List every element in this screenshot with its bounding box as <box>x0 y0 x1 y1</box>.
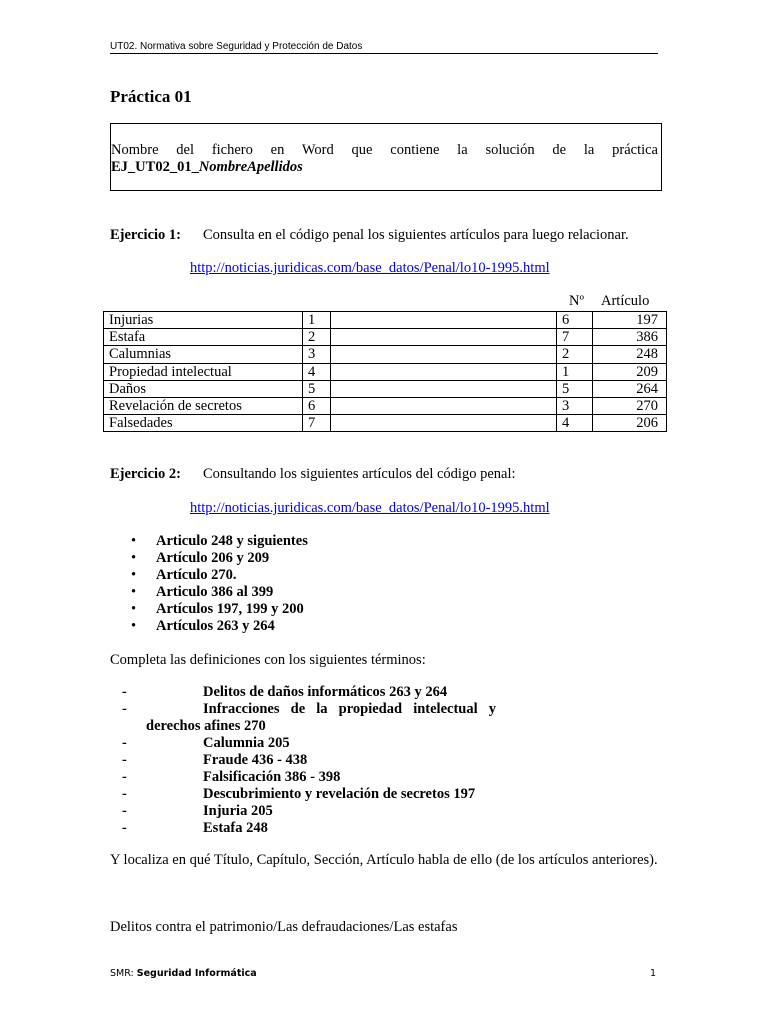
term-continuation: derechos afines 270 <box>146 718 266 734</box>
term-text: Calumnia 205 <box>203 735 290 751</box>
number-cell: 6 <box>303 397 331 414</box>
dash-marker: - <box>122 786 127 802</box>
number-cell: 4 <box>303 363 331 380</box>
term-cell: Calumnias <box>104 346 303 363</box>
term-cell: Revelación de secretos <box>104 397 303 414</box>
answer-cell <box>331 329 557 346</box>
answer-cell <box>331 415 557 432</box>
exercise-2-label: Ejercicio 2: <box>110 466 181 482</box>
term-text: Falsificación 386 - 398 <box>203 769 341 785</box>
page-title: Práctica 01 <box>110 87 192 106</box>
answer-cell <box>331 380 557 397</box>
bullet-icon: • <box>131 550 137 566</box>
term-cell: Injurias <box>104 312 303 329</box>
footer-subject: Seguridad Informática <box>136 968 257 979</box>
filename-italic: NombreApellidos <box>198 159 303 175</box>
page-header: UT02. Normativa sobre Seguridad y Protección de Datos <box>110 41 363 52</box>
term-item <box>122 684 448 701</box>
term-text: Injuria 205 <box>203 803 273 819</box>
dash-marker: - <box>122 769 127 785</box>
dash-marker: - <box>122 735 127 751</box>
number-cell: 3 <box>303 346 331 363</box>
dash-marker: - <box>122 701 127 717</box>
bullet-icon: • <box>131 601 137 617</box>
term-item <box>122 803 273 820</box>
col-header-articulo: Artículo <box>601 293 650 309</box>
box-instruction: Nombre del fichero en Word que contiene la solución de la práctica <box>111 142 658 158</box>
list-item <box>128 584 308 601</box>
box-filename <box>111 159 303 176</box>
n-cell: 1 <box>557 363 593 380</box>
table-row <box>104 329 667 346</box>
dash-marker: - <box>122 684 127 700</box>
n-cell: 7 <box>557 329 593 346</box>
article-cell: 248 <box>593 346 667 363</box>
exercise-1-heading <box>110 227 181 244</box>
answer-cell <box>331 397 557 414</box>
solution-filename-box <box>110 123 662 191</box>
answer-cell <box>331 363 557 380</box>
table-row <box>104 415 667 432</box>
terms-list <box>122 684 496 837</box>
exercise-2-heading <box>110 466 181 483</box>
number-cell: 1 <box>303 312 331 329</box>
term-text: Fraude 436 - 438 <box>203 752 308 768</box>
exercise-1-link[interactable]: http://noticias.juridicas.com/base_datos/Penal/lo10-1995.html <box>190 260 550 276</box>
page-number: 1 <box>650 968 657 979</box>
article-cell: 386 <box>593 329 667 346</box>
term-text: Descubrimiento y revelación de secretos 197 <box>203 786 476 802</box>
bullet-icon: • <box>131 567 137 583</box>
term-item <box>122 786 476 803</box>
term-item <box>122 752 308 769</box>
term-text: Delitos de daños informáticos 263 y 264 <box>203 684 448 700</box>
n-cell: 2 <box>557 346 593 363</box>
article-text: Artículo 206 y 209 <box>156 550 270 566</box>
answer-cell <box>331 346 557 363</box>
exercise-2-link[interactable]: http://noticias.juridicas.com/base_datos/Penal/lo10-1995.html <box>190 500 550 516</box>
list-item <box>128 533 308 550</box>
article-list <box>128 533 308 635</box>
col-header-n: Nº <box>569 293 584 309</box>
term-item <box>122 701 496 718</box>
bullet-icon: • <box>131 618 137 634</box>
exercise-2-text: Consultando los siguientes artículos del código penal: <box>203 466 516 482</box>
exercise-1-text: Consulta en el código penal los siguientes artículos para luego relacionar. <box>203 227 629 243</box>
term-item <box>122 769 341 786</box>
term-item <box>122 820 266 837</box>
list-item <box>128 601 308 618</box>
n-cell: 6 <box>557 312 593 329</box>
list-item <box>128 567 308 584</box>
bullet-icon: • <box>131 584 137 600</box>
table-row <box>104 397 667 414</box>
number-cell: 7 <box>303 415 331 432</box>
answer-cell <box>331 312 557 329</box>
article-cell: 264 <box>593 380 667 397</box>
term-cell: Falsedades <box>104 415 303 432</box>
page-footer <box>110 968 257 979</box>
table-row <box>104 312 667 329</box>
article-cell: 206 <box>593 415 667 432</box>
term-cell: Daños <box>104 380 303 397</box>
list-item <box>128 550 308 567</box>
list-item <box>128 618 308 635</box>
article-text: Articulo 248 y siguientes <box>156 533 308 549</box>
article-cell: 197 <box>593 312 667 329</box>
footer-prefix: SMR: <box>110 968 137 979</box>
exercise-1-label: Ejercicio 1: <box>110 227 181 243</box>
term-text: Estafa 248 <box>203 820 268 836</box>
table-row <box>104 363 667 380</box>
n-cell: 4 <box>557 415 593 432</box>
complete-instruction: Completa las definiciones con los siguientes términos: <box>110 652 426 668</box>
localiza-paragraph: Y localiza en qué Título, Capítulo, Sección, Artículo habla de ello (de los artículos anteriores). <box>110 852 658 868</box>
term-item <box>122 735 290 752</box>
relation-table <box>103 311 667 432</box>
bullet-icon: • <box>131 533 137 549</box>
article-text: Artículo 270. <box>156 567 237 583</box>
filename-prefix: EJ_UT02_01_ <box>111 159 199 175</box>
article-cell: 209 <box>593 363 667 380</box>
dash-marker: - <box>122 820 127 836</box>
article-cell: 270 <box>593 397 667 414</box>
delitos-line: Delitos contra el patrimonio/Las defraudaciones/Las estafas <box>110 919 458 935</box>
article-text: Artículos 197, 199 y 200 <box>156 601 304 617</box>
table-row <box>104 380 667 397</box>
article-text: Articulo 386 al 399 <box>156 584 274 600</box>
term-text: Infracciones de la propiedad intelectual y <box>203 701 496 717</box>
number-cell: 2 <box>303 329 331 346</box>
n-cell: 5 <box>557 380 593 397</box>
article-text: Artículos 263 y 264 <box>156 618 275 634</box>
number-cell: 5 <box>303 380 331 397</box>
dash-marker: - <box>122 803 127 819</box>
term-cell: Estafa <box>104 329 303 346</box>
header-divider <box>110 53 658 54</box>
term-cell: Propiedad intelectual <box>104 363 303 380</box>
n-cell: 3 <box>557 397 593 414</box>
table-row <box>104 346 667 363</box>
dash-marker: - <box>122 752 127 768</box>
